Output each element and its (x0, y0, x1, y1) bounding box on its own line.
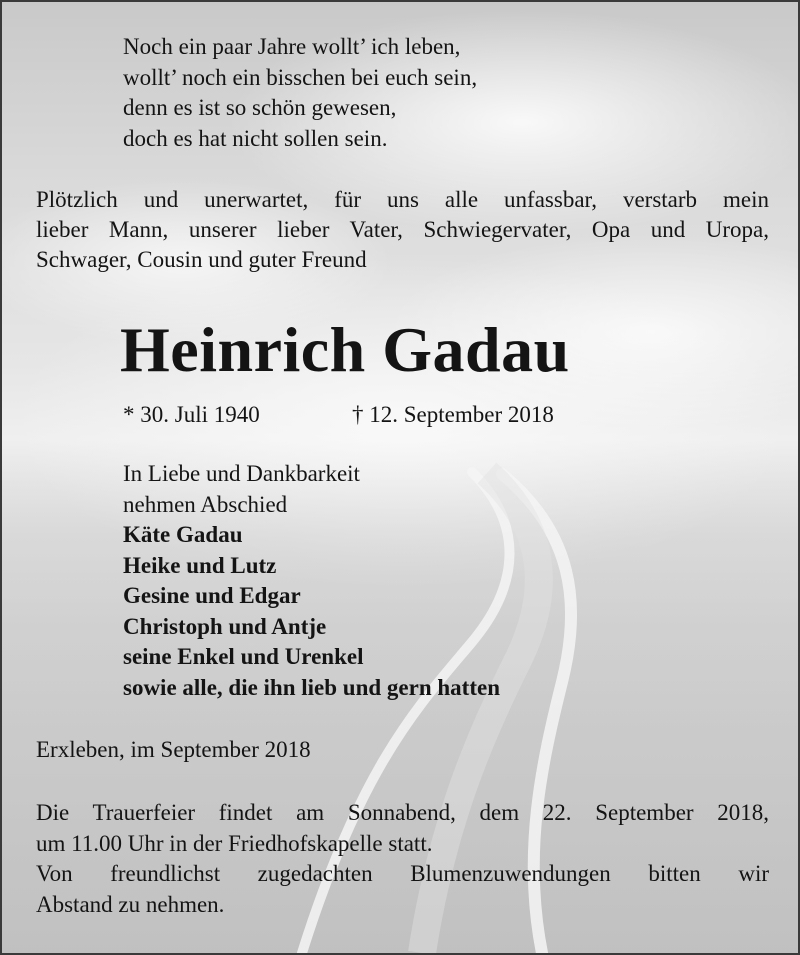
birth-date: * 30. Juli 1940 (123, 402, 260, 427)
mourner: Käte Gadau (123, 522, 243, 547)
mourner: Heike und Lutz (123, 552, 277, 578)
mourners-intro-line: nehmen Abschied (123, 491, 288, 517)
mourners-intro-line: In Liebe und Dankbarkeit (123, 461, 360, 486)
intro-text (36, 185, 769, 275)
funeral-line: Abstand zu nehmen. (36, 891, 225, 917)
poem-line: Noch ein paar Jahre wollt’ ich leben, (123, 34, 461, 59)
mourner: sowie alle, die ihn lieb und gern hatten (123, 674, 500, 700)
funeral-line: um 11.00 Uhr in der Friedhofskapelle statt. (36, 830, 433, 856)
poem (123, 32, 477, 154)
funeral-line: Die Trauerfeier findet am Sonnabend, dem 22. September 2018, (36, 800, 769, 825)
mourner: seine Enkel und Urenkel (123, 644, 364, 669)
intro-line: Schwager, Cousin und guter Freund (36, 247, 367, 272)
poem-line: wollt’ noch ein bisschen bei euch sein, (123, 64, 478, 90)
mourner: Christoph und Antje (123, 613, 327, 639)
mourner: Gesine und Edgar (123, 583, 301, 608)
funeral-info (36, 798, 769, 920)
poem-line: denn es ist so schön gewesen, (123, 95, 397, 120)
poem-line: doch es hat nicht sollen sein. (123, 125, 388, 151)
intro-line: lieber Mann, unserer lieber Vater, Schwiegervater, Opa und Uropa, (36, 217, 769, 242)
mourners-list (123, 459, 500, 703)
intro-line: Plötzlich und unerwartet, für uns alle unfassbar, verstarb mein (36, 187, 769, 212)
death-date: † 12. September 2018 (352, 402, 554, 427)
funeral-line: Von freundlichst zugedachten Blumenzuwendungen bitten wir (36, 861, 769, 886)
place-date: Erxleben, im September 2018 (36, 737, 311, 762)
deceased-name: Heinrich Gadau (120, 314, 570, 385)
